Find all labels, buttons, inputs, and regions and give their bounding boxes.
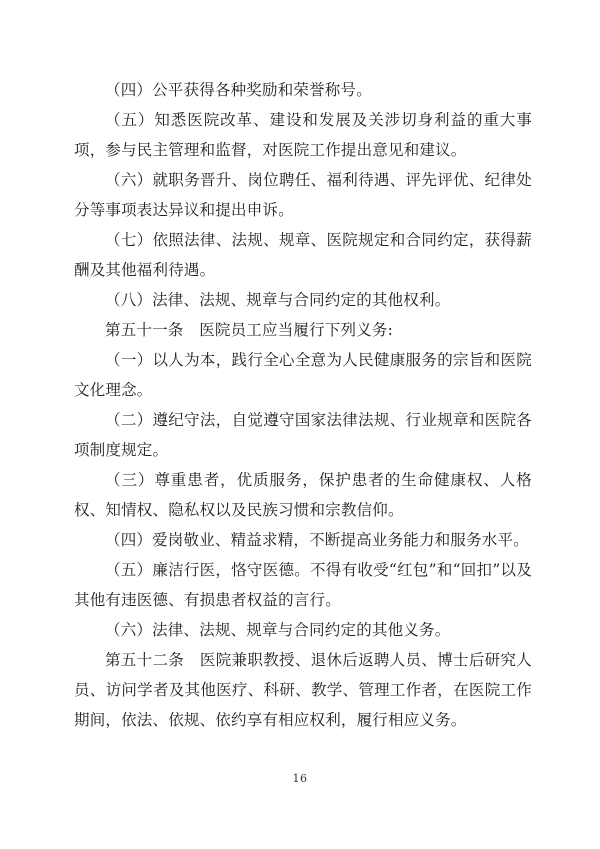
page-number: 16 [292, 772, 308, 785]
paragraph: （三）尊重患者，优质服务，保护患者的生命健康权、人格权、知情权、隐私权以及民族习惯和宗教信仰。 [74, 471, 532, 519]
paragraph: （四）爱岗敬业、精益求精，不断提高业务能力和服务水平。 [105, 531, 529, 549]
paragraph: （一）以人为本，践行全心全意为人民健康服务的宗旨和医院文化理念。 [74, 351, 532, 399]
paragraph: （七）依照法律、法规、规章、医院规定和合同约定，获得薪酬及其他福利待遇。 [74, 231, 532, 279]
paragraph: （五）廉洁行医，恪守医德。不得有收受“红包”和“回扣”以及其他有违医德、有损患者权益的言行。 [74, 561, 532, 609]
paragraph: 第五十二条 医院兼职教授、退休后返聘人员、博士后研究人员、访问学者及其他医疗、科研、教学、管理工作者，在医院工作期间，依法、依规、依约享有相应权利，履行相应义务。 [74, 651, 532, 729]
paragraph: （四）公平获得各种奖励和荣誉称号。 [105, 81, 372, 99]
paragraph: （六）法律、法规、规章与合同约定的其他义务。 [105, 621, 451, 639]
paragraph: （八）法律、法规、规章与合同约定的其他权利。 [105, 291, 451, 309]
paragraph: （五）知悉医院改革、建设和发展及关涉切身利益的重大事项，参与民主管理和监督，对医院工作提出意见和建议。 [74, 111, 532, 159]
paragraph: （六）就职务晋升、岗位聘任、福利待遇、评先评优、纪律处分等事项表达异议和提出申诉。 [74, 171, 532, 219]
paragraph: （二）遵纪守法，自觉遵守国家法律法规、行业规章和医院各项制度规定。 [74, 411, 532, 459]
document-body [74, 75, 532, 735]
paragraph: 第五十一条 医院员工应当履行下列义务: [105, 321, 394, 339]
